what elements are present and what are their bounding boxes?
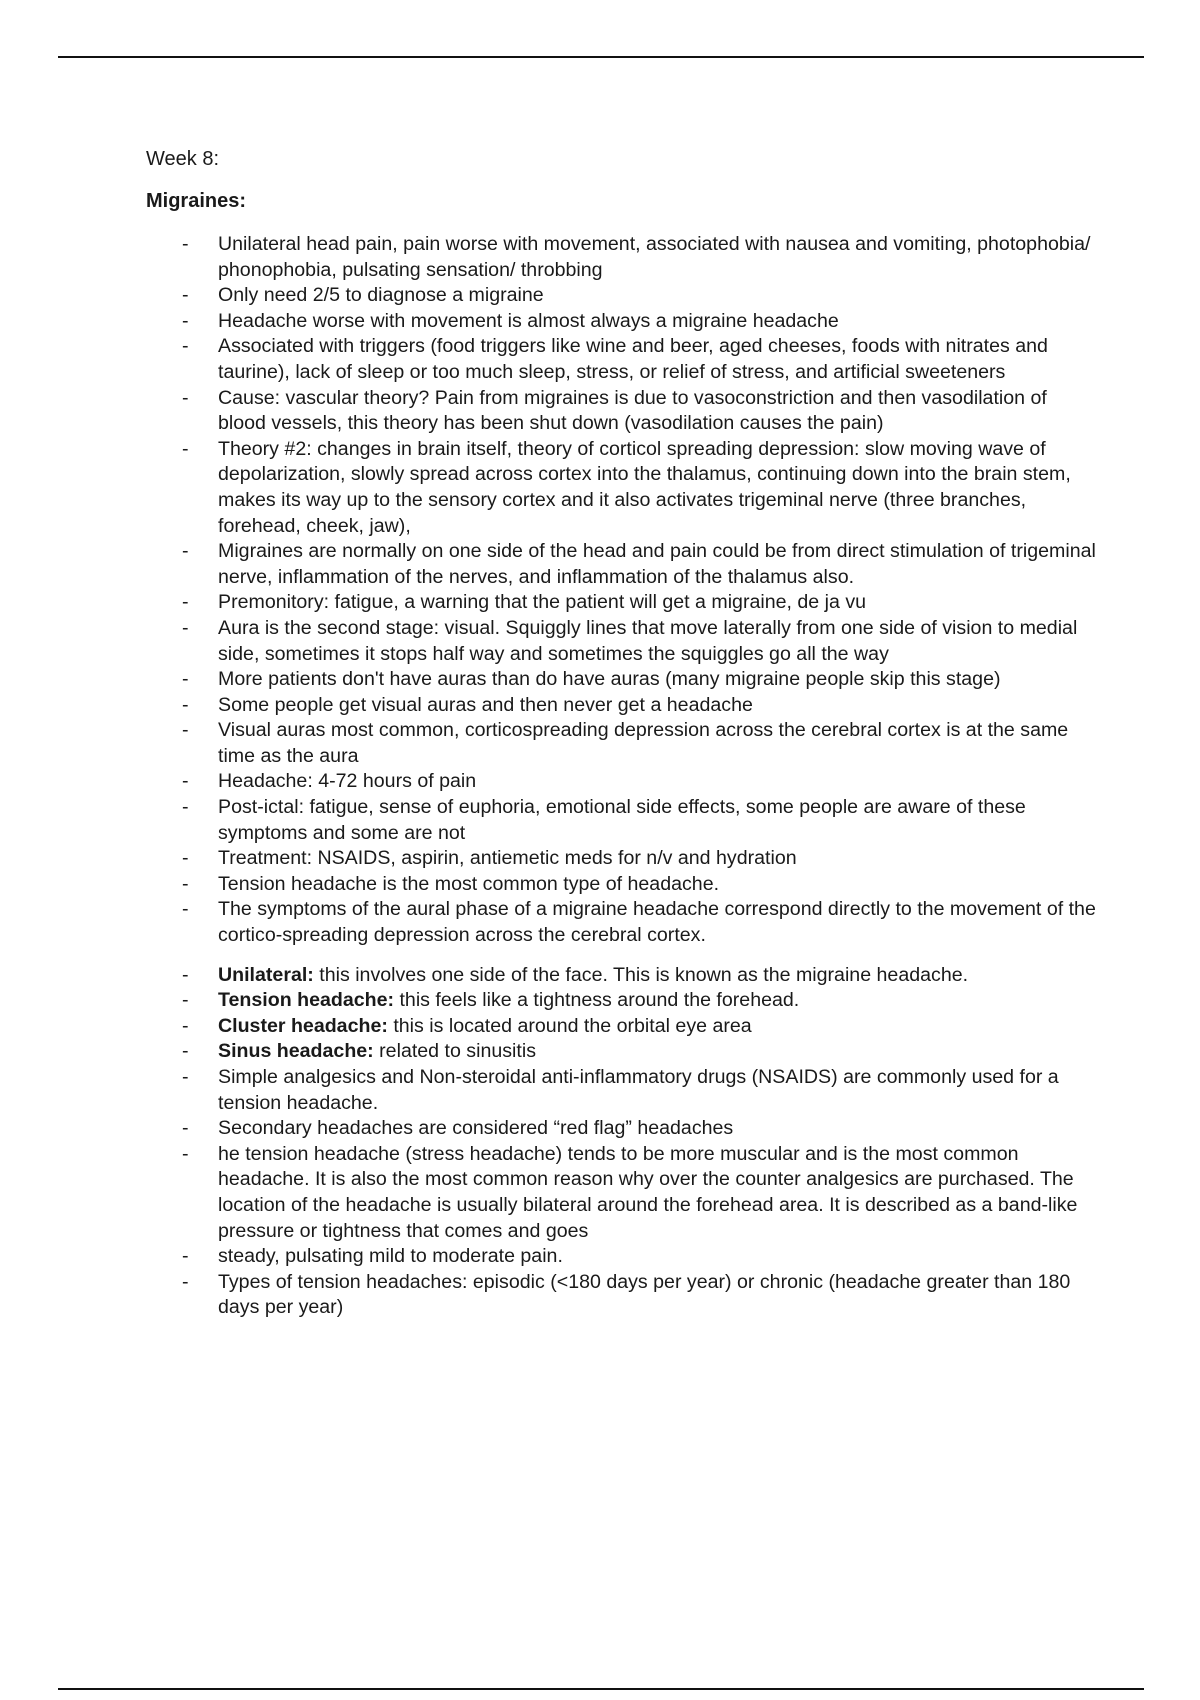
- list-item: [146, 386, 1096, 437]
- headache-bullet-list: [146, 963, 1096, 1321]
- bullet-dash: -: [182, 963, 189, 986]
- list-item: [146, 963, 1096, 989]
- headache-type-term: Tension headache:: [218, 989, 395, 1012]
- list-item-text: Visual auras most common, corticospreading depression across the cerebral cortex is at the same time as the aura: [218, 719, 1069, 767]
- list-item-text: Aura is the second stage: visual. Squiggly lines that move laterally from one side of vision to medial side, sometimes it stops half way and sometimes the squiggles go all the way: [218, 616, 1078, 665]
- bullet-dash: -: [182, 386, 189, 409]
- bullet-dash: -: [182, 1117, 189, 1140]
- list-item: [146, 309, 1096, 335]
- list-item-text: Only need 2/5 to diagnose a migraine: [218, 284, 544, 307]
- top-rule: [58, 56, 1144, 58]
- bullet-dash: -: [182, 309, 189, 332]
- list-item-text: Migraines are normally on one side of the head and pain could be from direct stimulation of trigeminal nerve, inflammation of the nerves, and inflammation of the thalamus also.: [218, 540, 1096, 588]
- migraine-bullet-list: [146, 232, 1096, 949]
- bullet-dash: -: [182, 233, 189, 255]
- list-item-text: he tension headache (stress headache) tends to be more muscular and is the most common headache. It is also the most common reason why over the counter analgesics are purchased. The location of the headache is usually bilateral around the forehead area. It is described as a band-like pressure or tightness that comes and goes: [218, 1142, 1078, 1242]
- list-item: [146, 1039, 1096, 1065]
- list-item: [146, 897, 1096, 948]
- list-item: [146, 1244, 1096, 1270]
- bullet-dash: -: [182, 284, 189, 307]
- list-item: [146, 1014, 1096, 1040]
- list-item: [146, 693, 1096, 719]
- list-item: [146, 872, 1096, 898]
- bullet-dash: -: [182, 770, 189, 793]
- headache-type-text: related to sinusitis: [373, 1040, 536, 1063]
- list-item-text: Treatment: NSAIDS, aspirin, antiemetic meds for n/v and hydration: [218, 847, 797, 870]
- bullet-dash: -: [182, 847, 189, 870]
- list-item: [146, 437, 1096, 539]
- headache-type-term: Sinus headache:: [218, 1040, 374, 1063]
- list-item: [146, 988, 1096, 1014]
- bullet-dash: -: [182, 1066, 189, 1088]
- bullet-dash: -: [182, 1245, 189, 1268]
- list-item: [146, 1116, 1096, 1142]
- bullet-dash: -: [182, 540, 189, 563]
- list-item: [146, 232, 1096, 283]
- bullet-dash: -: [182, 693, 189, 716]
- list-item-text: steady, pulsating mild to moderate pain.: [218, 1245, 563, 1268]
- list-item-text: Associated with triggers (food triggers like wine and beer, aged cheeses, foods with nitrates and taurine), lack of sleep or too much sleep, stress, or relief of stress, and artificial sweeteners: [218, 335, 1048, 383]
- headache-type-text: this feels like a tightness around the forehead.: [394, 989, 800, 1012]
- headache-type-text: this involves one side of the face. This is known as the migraine headache.: [313, 963, 969, 986]
- list-item-text: More patients don't have auras than do have auras (many migraine people skip this stage): [218, 668, 1001, 691]
- list-item: [146, 283, 1096, 309]
- list-item: [146, 769, 1096, 795]
- list-item: [146, 846, 1096, 872]
- list-item-text: Post-ictal: fatigue, sense of euphoria, emotional side effects, some people are aware of these symptoms and some are not: [218, 796, 1026, 844]
- list-item: [146, 334, 1096, 385]
- list-item: [146, 1065, 1096, 1116]
- week-label: Week 8:: [146, 148, 219, 170]
- list-item-text: Secondary headaches are considered “red flag” headaches: [218, 1117, 734, 1140]
- bullet-dash: -: [182, 796, 189, 819]
- list-item: [146, 667, 1096, 693]
- list-item-text: Cause: vascular theory? Pain from migraines is due to vasoconstriction and then vasodilation of blood vessels, this theory has been shut down (vasodilation causes the pain): [218, 386, 1047, 435]
- bullet-dash: -: [182, 1040, 189, 1063]
- list-item-text: Headache: 4-72 hours of pain: [218, 770, 477, 793]
- page-content: [146, 146, 1096, 1321]
- list-item: [146, 616, 1096, 667]
- list-item: [146, 590, 1096, 616]
- section-heading: Migraines:: [146, 190, 247, 212]
- bullet-dash: -: [182, 616, 189, 639]
- bullet-dash: -: [182, 335, 189, 358]
- headache-type-term: Unilateral:: [218, 963, 314, 986]
- bullet-dash: -: [182, 719, 189, 742]
- list-item: [146, 795, 1096, 846]
- list-item-text: Types of tension headaches: episodic (<180 days per year) or chronic (headache greater than 180 days per year): [218, 1270, 1071, 1319]
- bullet-dash: -: [182, 1014, 189, 1037]
- list-item-text: The symptoms of the aural phase of a migraine headache correspond directly to the movement of the cortico-spreading depression across the cerebral cortex.: [218, 898, 1096, 947]
- list-item: [146, 718, 1096, 769]
- list-item-text: Premonitory: fatigue, a warning that the patient will get a migraine, de ja vu: [218, 591, 867, 614]
- list-item-text: Theory #2: changes in brain itself, theory of corticol spreading depression: slow moving wave of depolarization, slowly spread across cortex into the thalamus, continuing down into the brain stem, makes its way up to the sensory cortex and it also activates trigeminal nerve (three branches, forehead, cheek, jaw),: [218, 437, 1071, 537]
- bullet-dash: -: [182, 1270, 189, 1293]
- list-item-text: Unilateral head pain, pain worse with movement, associated with nausea and vomiting, photophobia/ phonophobia, pulsating sensation/ throbbing: [218, 233, 1091, 281]
- bullet-dash: -: [182, 898, 189, 921]
- bullet-dash: -: [182, 591, 189, 614]
- list-item-text: Headache worse with movement is almost always a migraine headache: [218, 309, 839, 332]
- headache-type-term: Cluster headache:: [218, 1014, 388, 1037]
- bullet-dash: -: [182, 872, 189, 895]
- bullet-dash: -: [182, 437, 189, 460]
- bottom-rule: [58, 1688, 1144, 1690]
- list-item-text: Simple analgesics and Non-steroidal anti-inflammatory drugs (NSAIDS) are commonly used for a tension headache.: [218, 1066, 1059, 1114]
- bullet-dash: -: [182, 1142, 189, 1165]
- bullet-dash: -: [182, 668, 189, 691]
- headache-type-text: this is located around the orbital eye area: [387, 1014, 752, 1037]
- list-item: [146, 539, 1096, 590]
- bullet-dash: -: [182, 989, 189, 1012]
- list-item-text: Some people get visual auras and then never get a headache: [218, 693, 753, 716]
- list-item: [146, 1270, 1096, 1321]
- list-item: [146, 1142, 1096, 1244]
- list-item-text: Tension headache is the most common type of headache.: [218, 872, 720, 895]
